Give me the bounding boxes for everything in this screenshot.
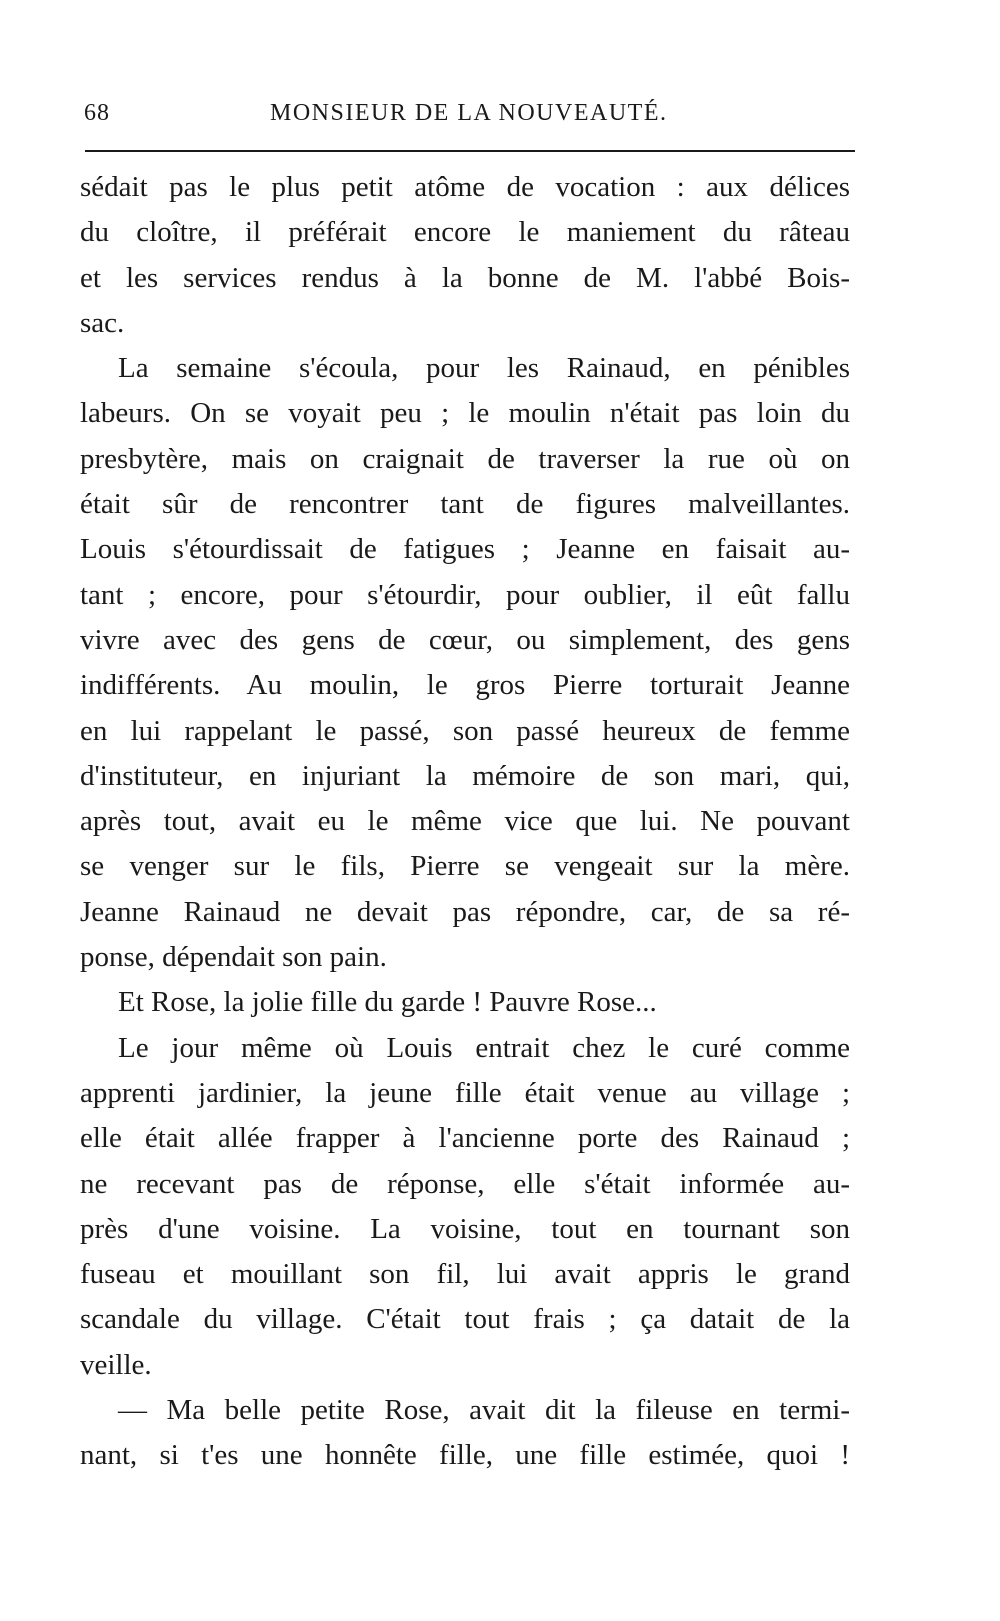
text-line: sédait pas le plus petit atôme de vocation : aux délices bbox=[80, 171, 850, 203]
text-line: Louis s'étourdissait de fatigues ; Jeanne en faisait au- bbox=[80, 533, 850, 566]
running-title: MONSIEUR DE LA NOUVEAUTÉ. bbox=[270, 100, 668, 126]
text-line: labeurs. On se voyait peu ; le moulin n'était pas loin du bbox=[80, 397, 850, 430]
text-line: et les services rendus à la bonne de M. l'abbé Bois- bbox=[80, 261, 850, 294]
header-rule bbox=[85, 150, 855, 152]
text-line: — Ma belle petite Rose, avait dit la fileuse en termi- bbox=[118, 1394, 850, 1427]
text-line: vivre avec des gens de cœur, ou simplement, des gens bbox=[80, 623, 850, 656]
text-line: nant, si t'es une honnête fille, une fille estimée, quoi ! bbox=[80, 1439, 850, 1472]
text-line: d'instituteur, en injuriant la mémoire de son mari, qui, bbox=[80, 759, 850, 792]
text-line: sac. bbox=[80, 306, 125, 339]
text-line: presbytère, mais on craignait de traverser la rue où on bbox=[80, 442, 850, 475]
text-line: Jeanne Rainaud ne devait pas répondre, car, de sa ré- bbox=[80, 895, 850, 928]
text-line: scandale du village. C'était tout frais ; ça datait de la bbox=[80, 1303, 850, 1336]
text-line: était sûr de rencontrer tant de figures malveillantes. bbox=[80, 488, 850, 521]
text-line: ne recevant pas de réponse, elle s'était informée au- bbox=[80, 1167, 850, 1200]
text-line: après tout, avait eu le même vice que lui. Ne pouvant bbox=[80, 805, 850, 838]
body-text bbox=[80, 165, 850, 1479]
text-line: veille. bbox=[80, 1348, 152, 1381]
text-line: indifférents. Au moulin, le gros Pierre torturait Jeanne bbox=[80, 669, 850, 702]
page-header bbox=[80, 100, 860, 140]
text-line: La semaine s'écoula, pour les Rainaud, en pénibles bbox=[118, 352, 850, 385]
text-line: tant ; encore, pour s'étourdir, pour oublier, il eût fallu bbox=[80, 578, 850, 611]
text-line: Et Rose, la jolie fille du garde ! Pauvre Rose... bbox=[118, 986, 657, 1019]
page-number: 68 bbox=[84, 100, 110, 126]
text-line: se venger sur le fils, Pierre se vengeait sur la mère. bbox=[80, 850, 850, 883]
text-line: près d'une voisine. La voisine, tout en tournant son bbox=[80, 1212, 850, 1245]
text-line: du cloître, il préférait encore le maniement du râteau bbox=[80, 216, 850, 249]
text-line: ponse, dépendait son pain. bbox=[80, 941, 387, 974]
text-line: fuseau et mouillant son fil, lui avait appris le grand bbox=[80, 1258, 850, 1291]
text-line: Le jour même où Louis entrait chez le curé comme bbox=[118, 1031, 850, 1064]
text-line: elle était allée frapper à l'ancienne porte des Rainaud ; bbox=[80, 1122, 850, 1155]
text-line: en lui rappelant le passé, son passé heureux de femme bbox=[80, 714, 850, 747]
text-line: apprenti jardinier, la jeune fille était venue au village ; bbox=[80, 1076, 850, 1109]
